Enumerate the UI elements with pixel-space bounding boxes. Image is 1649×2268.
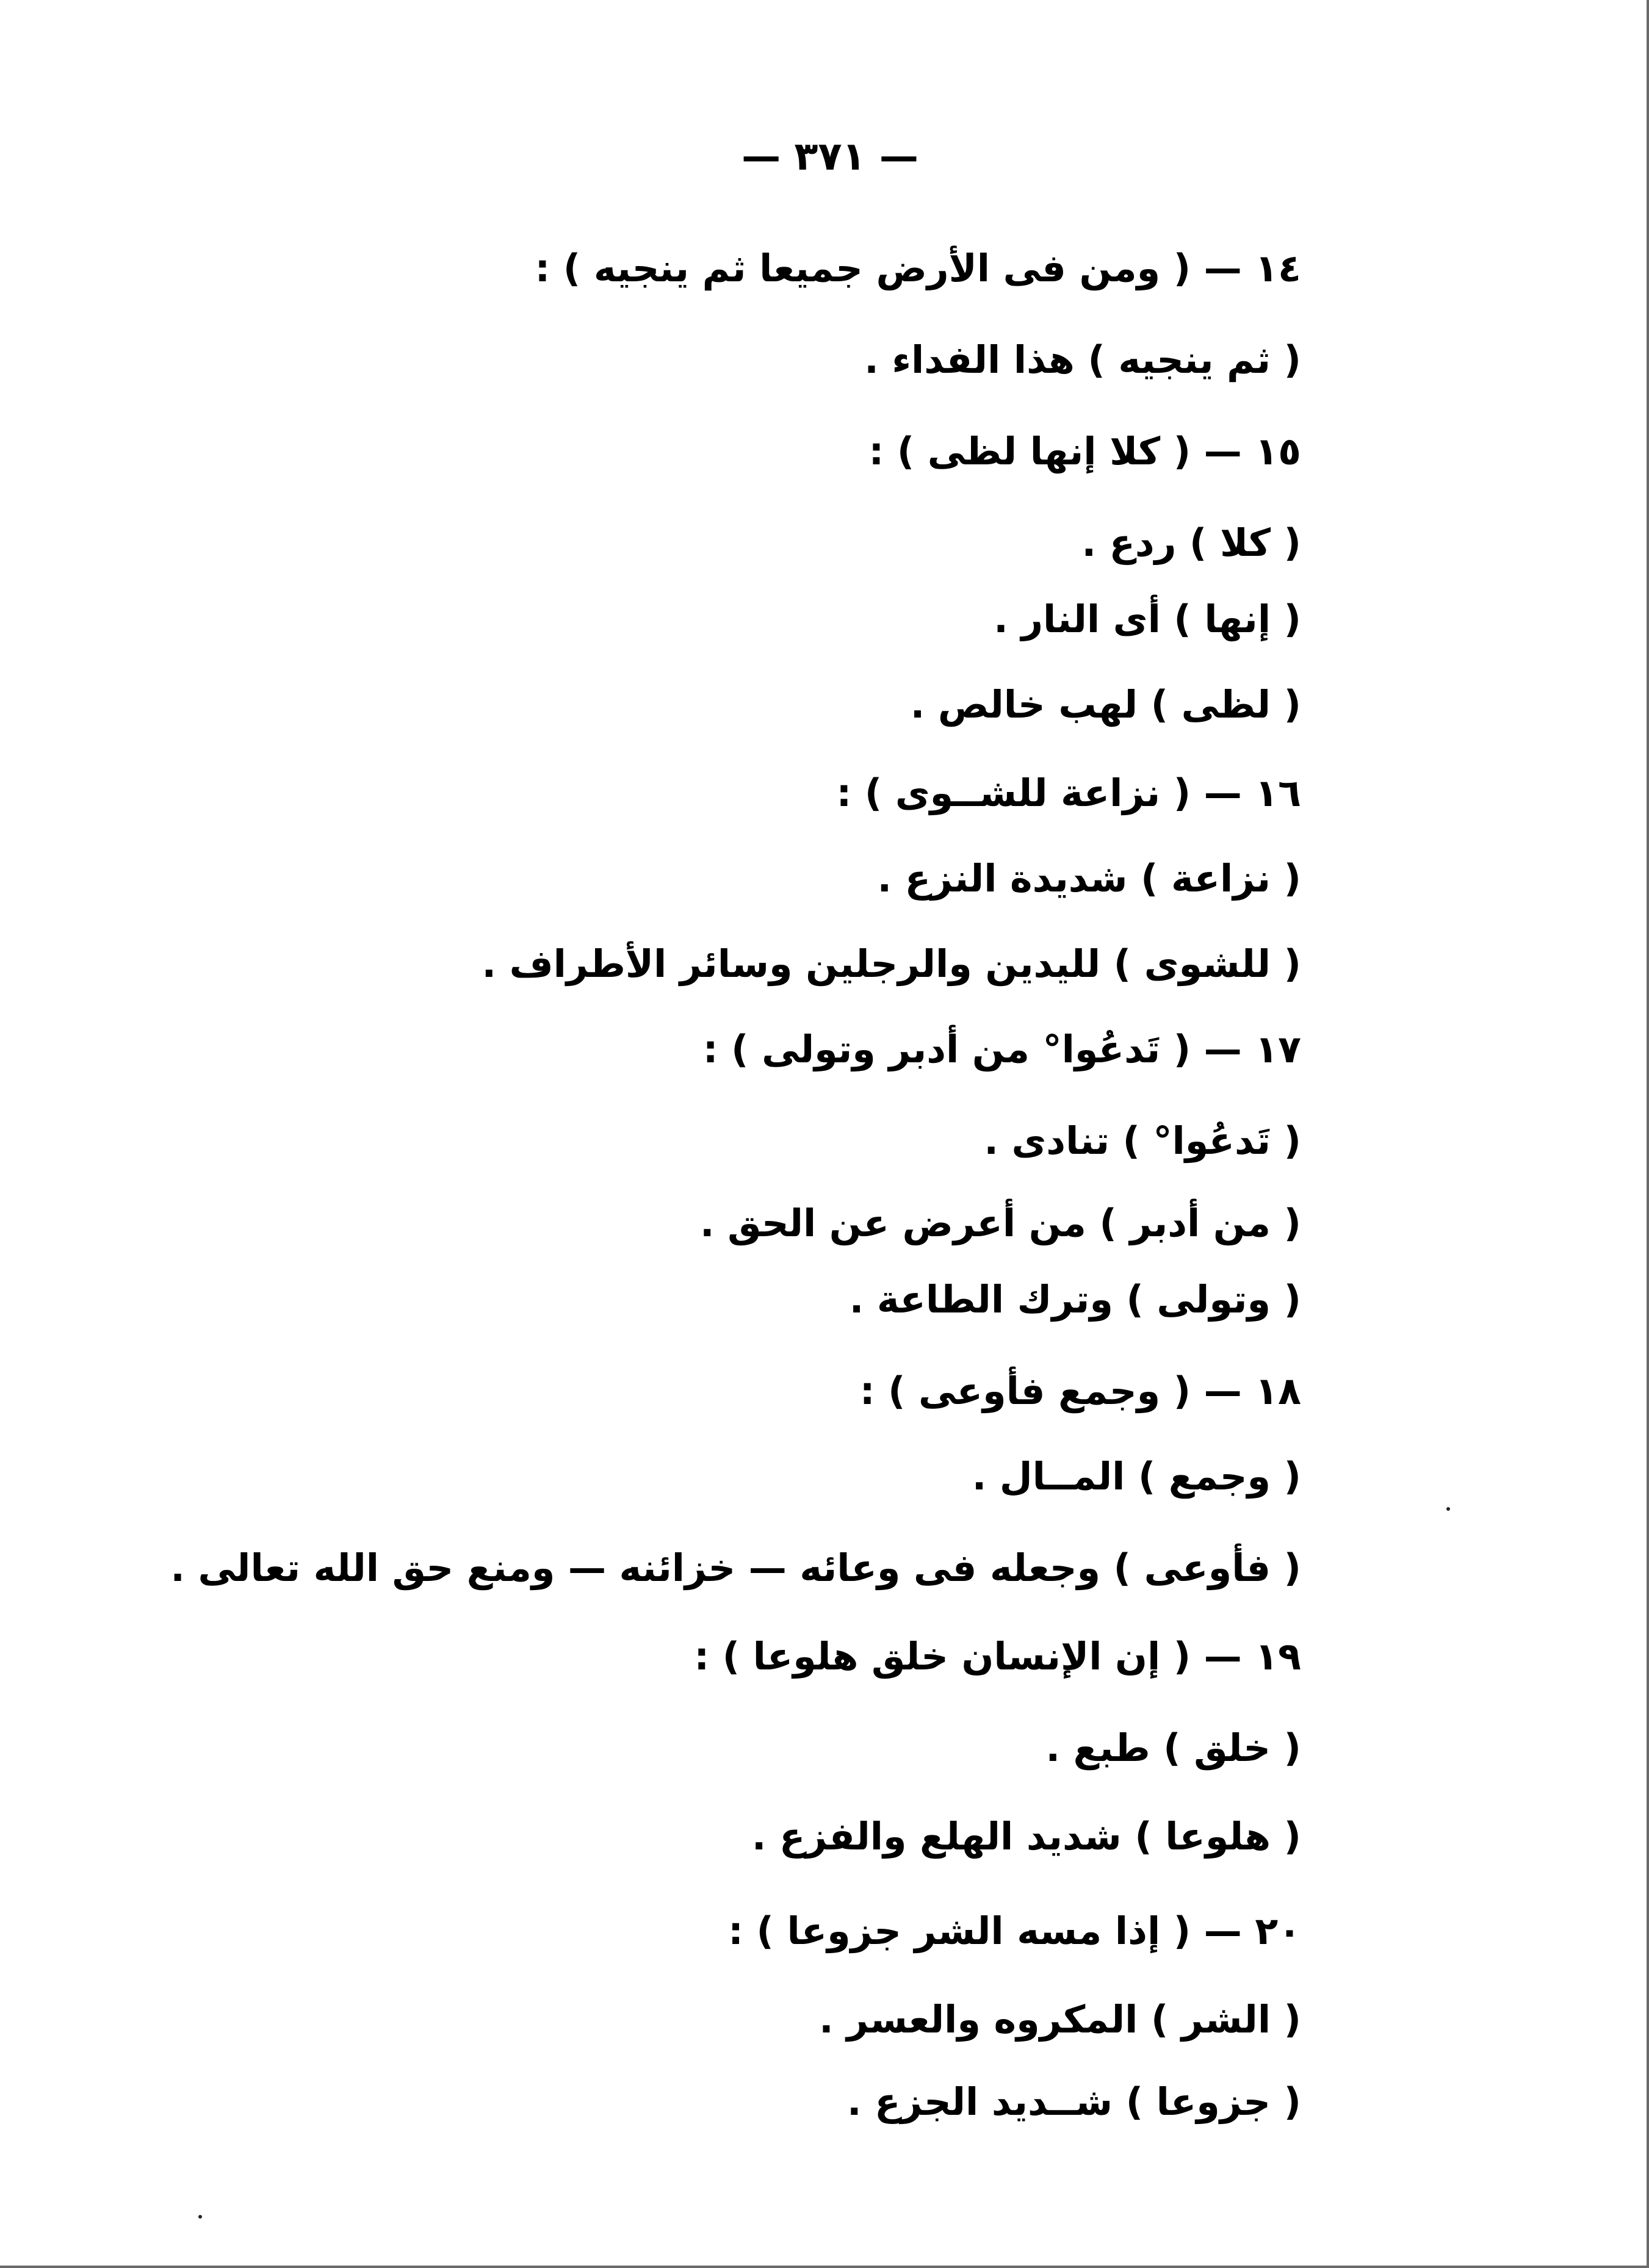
- gloss-line: ( فأوعى ) وجعله فى وعائه — خزائنه — ومنع حق الله تعالى .: [170, 1546, 1301, 1590]
- verse-line-18-heading: ١٨ — ( وجمع فأوعى ) :: [859, 1369, 1301, 1413]
- gloss-line: ( ثم ينجيه ) هذا الفداء .: [864, 337, 1301, 382]
- verse-line-17-heading: ١٧ — ( تَدعُوا° من أدبر وتولى ) :: [702, 1027, 1301, 1071]
- scan-speck: [198, 2215, 202, 2219]
- verse-line-20-heading: ٢٠ — ( إذا مسه الشر جزوعا ) :: [728, 1909, 1301, 1953]
- gloss-line: ( الشر ) المكروه والعسر .: [819, 1997, 1301, 2042]
- verse-line-19-heading: ١٩ — ( إن الإنسان خلق هلوعا ) :: [694, 1634, 1301, 1679]
- gloss-line: ( هلوعا ) شديد الهلع والفزع .: [751, 1814, 1301, 1859]
- verse-line-16-heading: ١٦ — ( نزاعة للشــوى ) :: [836, 771, 1301, 815]
- gloss-line: ( إنها ) أى النار .: [994, 597, 1301, 641]
- page-number: — ٣٧١ —: [742, 134, 918, 179]
- gloss-line: ( كلا ) ردع .: [1081, 520, 1301, 565]
- verse-line-15-heading: ١٥ — ( كلا إنها لظى ) :: [868, 429, 1301, 473]
- gloss-line: ( وتولى ) وترك الطاعة .: [849, 1277, 1301, 1322]
- gloss-line: ( من أدبر ) من أعرض عن الحق .: [699, 1201, 1301, 1245]
- gloss-line: ( نزاعة ) شديدة النزع .: [877, 856, 1301, 901]
- gloss-line: ( تَدعُوا° ) تنادى .: [984, 1118, 1301, 1163]
- gloss-line: ( وجمع ) المــال .: [972, 1454, 1301, 1499]
- gloss-line: ( جزوعا ) شــديد الجزع .: [847, 2079, 1301, 2124]
- gloss-line: ( للشوى ) لليدين والرجلين وسائر الأطراف .: [482, 941, 1301, 986]
- scan-speck: [1446, 1507, 1450, 1511]
- gloss-line: ( لظى ) لهب خالص .: [910, 682, 1301, 727]
- verse-line-14-heading: ١٤ — ( ومن فى الأرض جميعا ثم ينجيه ) :: [535, 246, 1301, 290]
- gloss-line: ( خلق ) طبع .: [1045, 1726, 1301, 1770]
